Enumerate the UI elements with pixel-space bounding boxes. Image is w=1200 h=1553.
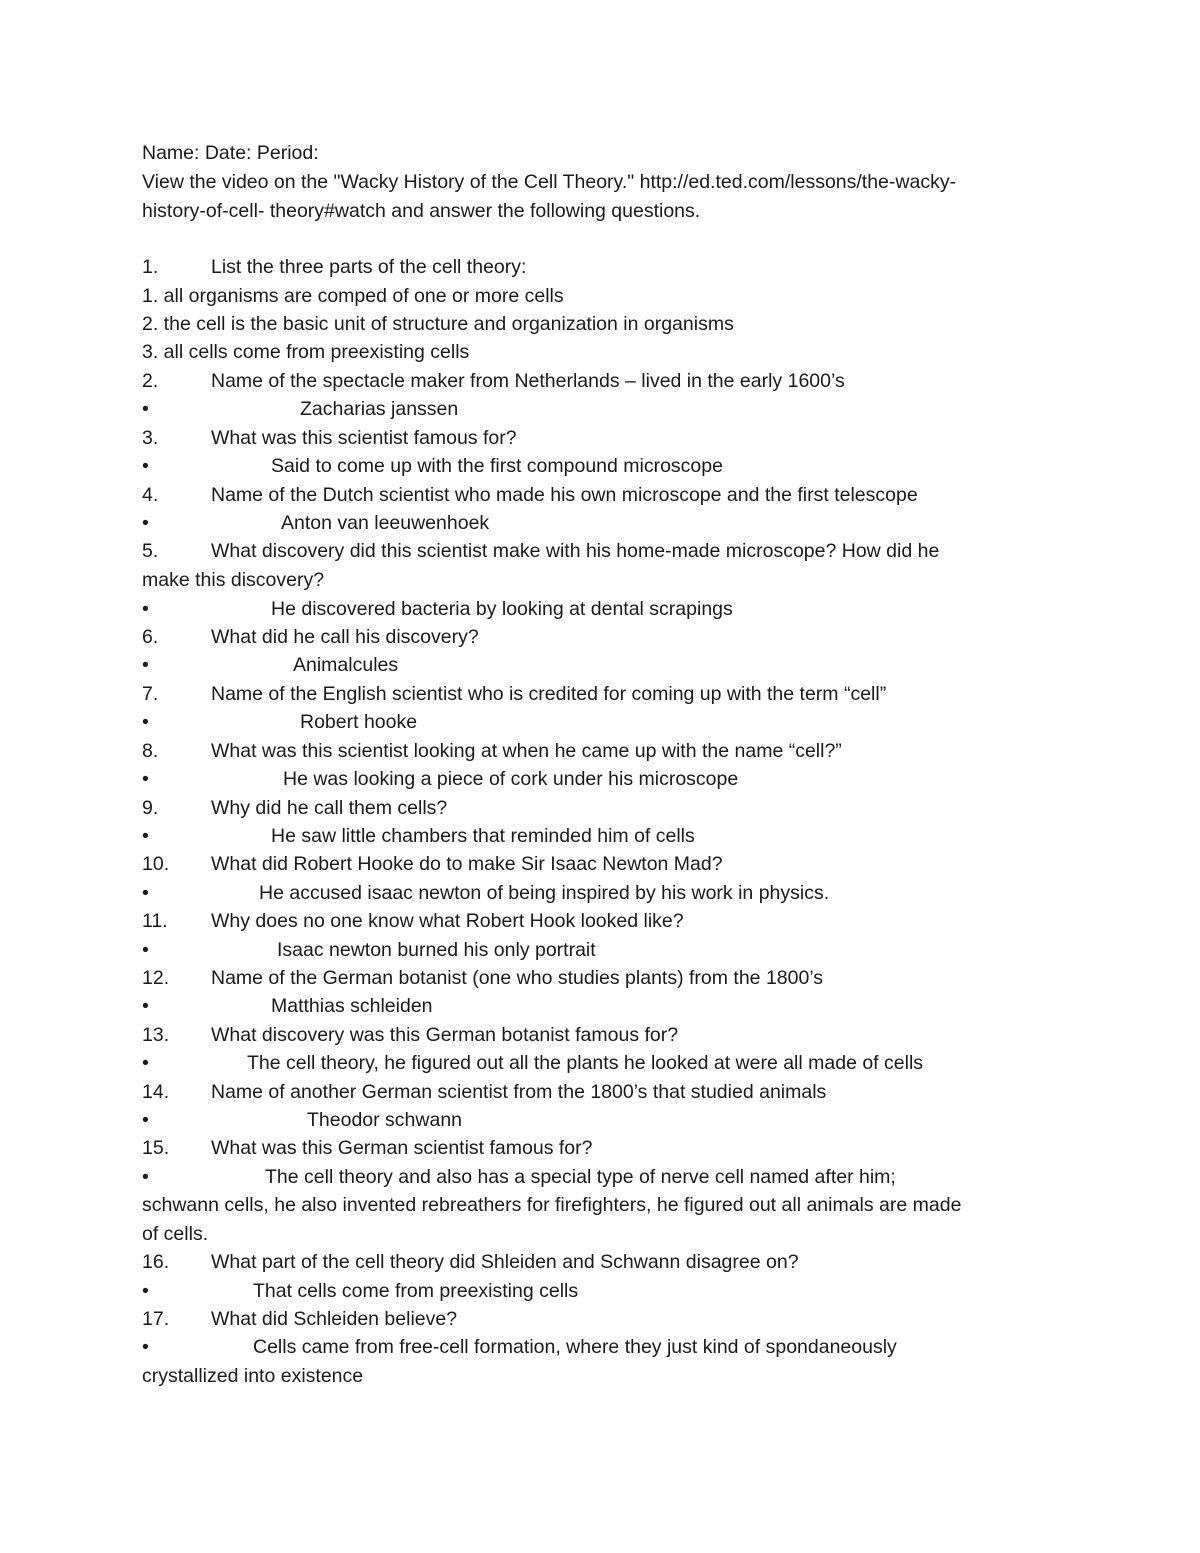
question-9 (142, 796, 447, 820)
question-text: Why did he call them cells? (211, 797, 448, 819)
answer-12 (142, 994, 433, 1018)
answer-text: That cells come from preexisting cells (253, 1280, 579, 1302)
question-text: What discovery was this German botanist famous for? (211, 1024, 679, 1046)
answer-4 (142, 511, 489, 535)
answer-text: Cells came from free-cell formation, where they just kind of spondaneously (253, 1336, 897, 1358)
bullet-icon: • (142, 768, 149, 790)
bullet-icon: • (142, 598, 149, 620)
question-14 (142, 1080, 826, 1104)
question-text: What was this scientist looking at when he came up with the name “cell?” (211, 740, 842, 762)
question-number: 13. (142, 1024, 170, 1046)
bullet-icon: • (142, 1052, 149, 1074)
instructions-line-1: View the video on the "Wacky History of the Cell Theory." http://ed.ted.com/lessons/the-wacky- (142, 171, 957, 193)
cell-theory-part-2: 2. the cell is the basic unit of structure and organization in organisms (142, 313, 734, 335)
question-text: What discovery did this scientist make with his home-made microscope? How did he (211, 540, 940, 562)
question-number: 3. (142, 427, 159, 449)
answer-9 (142, 824, 695, 848)
bullet-icon: • (142, 825, 149, 847)
question-5-continued: make this discovery? (142, 569, 325, 591)
bullet-icon: • (142, 1109, 149, 1131)
question-number: 10. (142, 853, 170, 875)
bullet-icon: • (142, 1280, 149, 1302)
answer-17-continued: crystallized into existence (142, 1365, 364, 1387)
bullet-icon: • (142, 995, 149, 1017)
answer-text: Robert hooke (300, 711, 418, 733)
question-number: 6. (142, 626, 159, 648)
question-text: What did Robert Hooke do to make Sir Isaac Newton Mad? (211, 853, 723, 875)
question-2 (142, 369, 845, 393)
question-number: 17. (142, 1308, 170, 1330)
answer-3 (142, 454, 723, 478)
question-5 (142, 539, 939, 563)
question-number: 1. (142, 256, 159, 278)
question-15 (142, 1136, 592, 1160)
answer-15 (142, 1165, 896, 1189)
answer-8 (142, 767, 738, 791)
question-text: What did Schleiden believe? (211, 1308, 458, 1330)
answer-text: He discovered bacteria by looking at dental scrapings (271, 598, 733, 620)
question-text: List the three parts of the cell theory: (211, 256, 527, 278)
answer-17 (142, 1335, 897, 1359)
answer-text: He saw little chambers that reminded him of cells (271, 825, 695, 847)
question-number: 11. (142, 910, 168, 932)
question-number: 9. (142, 797, 159, 819)
question-text: Why does no one know what Robert Hook looked like? (211, 910, 684, 932)
question-number: 2. (142, 370, 159, 392)
answer-text: Said to come up with the first compound microscope (271, 455, 723, 477)
question-text: What did he call his discovery? (211, 626, 479, 648)
question-number: 15. (142, 1137, 170, 1159)
bullet-icon: • (142, 455, 149, 477)
question-number: 4. (142, 484, 159, 506)
answer-14 (142, 1108, 462, 1132)
answer-text: Isaac newton burned his only portrait (277, 939, 596, 961)
question-text: What was this scientist famous for? (211, 427, 517, 449)
question-text: Name of the German botanist (one who studies plants) from the 1800’s (211, 967, 824, 989)
answer-5 (142, 597, 733, 621)
answer-text: He accused isaac newton of being inspired by his work in physics. (259, 882, 830, 904)
bullet-icon: • (142, 654, 149, 676)
answer-13 (142, 1051, 923, 1075)
bullet-icon: • (142, 711, 149, 733)
question-3 (142, 426, 517, 450)
answer-text: The cell theory and also has a special type of nerve cell named after him; (265, 1166, 896, 1188)
question-10 (142, 852, 723, 876)
question-number: 8. (142, 740, 159, 762)
question-1 (142, 255, 526, 279)
question-8 (142, 739, 842, 763)
cell-theory-part-3: 3. all cells come from preexisting cells (142, 341, 470, 363)
question-11 (142, 909, 684, 933)
cell-theory-part-1: 1. all organisms are comped of one or more cells (142, 285, 564, 307)
name-date-period-line: Name: Date: Period: (142, 142, 319, 164)
bullet-icon: • (142, 512, 149, 534)
answer-15-continued-1: schwann cells, he also invented rebreathers for firefighters, he figured out all animals are made (142, 1194, 962, 1216)
answer-text: Theodor schwann (307, 1109, 463, 1131)
answer-15-continued-2: of cells. (142, 1223, 209, 1245)
question-number: 12. (142, 967, 170, 989)
question-16 (142, 1250, 799, 1274)
answer-10 (142, 881, 829, 905)
question-text: Name of the spectacle maker from Netherlands – lived in the early 1600’s (211, 370, 845, 392)
question-text: What part of the cell theory did Shleiden and Schwann disagree on? (211, 1251, 799, 1273)
answer-text: Animalcules (293, 654, 399, 676)
question-4 (142, 483, 918, 507)
instructions-line-2: history-of-cell- theory#watch and answer the following questions. (142, 200, 701, 222)
question-12 (142, 966, 823, 990)
question-7 (142, 682, 886, 706)
question-number: 14. (142, 1081, 170, 1103)
question-number: 7. (142, 683, 159, 705)
bullet-icon: • (142, 1166, 149, 1188)
answer-text: Zacharias janssen (300, 398, 459, 420)
answer-text: He was looking a piece of cork under his microscope (283, 768, 739, 790)
question-6 (142, 625, 479, 649)
question-text: Name of another German scientist from the 1800’s that studied animals (211, 1081, 827, 1103)
bullet-icon: • (142, 882, 149, 904)
answer-2 (142, 397, 458, 421)
answer-text: Matthias schleiden (271, 995, 433, 1017)
question-text: What was this German scientist famous for? (211, 1137, 593, 1159)
answer-6 (142, 653, 398, 677)
answer-text: The cell theory, he figured out all the plants he looked at were all made of cells (247, 1052, 924, 1074)
question-17 (142, 1307, 457, 1331)
question-text: Name of the English scientist who is credited for coming up with the term “cell” (211, 683, 887, 705)
answer-11 (142, 938, 596, 962)
bullet-icon: • (142, 1336, 149, 1358)
bullet-icon: • (142, 939, 149, 961)
bullet-icon: • (142, 398, 149, 420)
answer-text: Anton van leeuwenhoek (281, 512, 490, 534)
question-13 (142, 1023, 678, 1047)
question-text: Name of the Dutch scientist who made his own microscope and the first telescope (211, 484, 918, 506)
question-number: 16. (142, 1251, 170, 1273)
answer-7 (142, 710, 417, 734)
answer-16 (142, 1279, 578, 1303)
question-number: 5. (142, 540, 159, 562)
